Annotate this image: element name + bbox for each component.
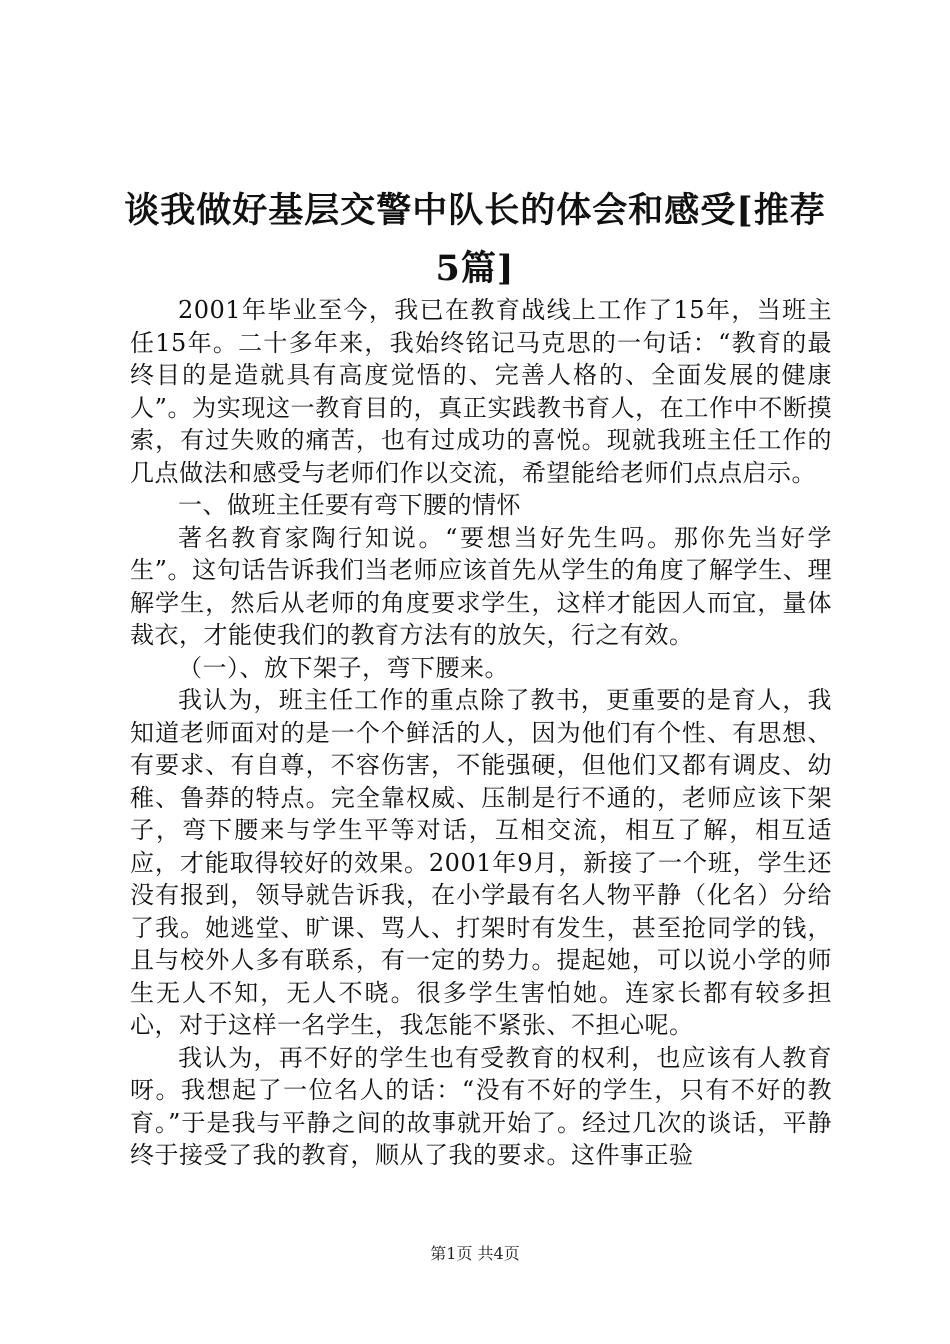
document-title: 谈我做好基层交警中队长的体会和感受[推荐5篇] [124,190,826,289]
section-heading-1: 一、做班主任要有弯下腰的情怀 [178,491,521,519]
paragraph-continuation: 我认为，再不好的学生也有受教育的权利，也应该有人教育呀。我想起了一位名人的话：“没有不好的学生，只有不好的教育。”于是我与平静之间的故事就开始了。经过几次的谈话，平静终于接受了我的教育，顺从了我的要求。这件事正验 [130,1043,832,1169]
page-number: 第1页 共4页 [430,1244,520,1263]
paragraph-quote: 著名教育家陶行知说。“要想当好先生吗。那你先当好学生”。这句话告诉我们当老师应该首先从学生的角度了解学生、理解学生，然后从老师的角度要求学生，这样才能因人而宜，量体裁衣，才能使我们的教育方法有的放矢，行之有效。 [130,523,832,649]
document-body [130,294,832,1172]
paragraph-intro: 2001年毕业至今，我已在教育战线上工作了15年，当班主任15年。二十多年来，我始终铭记马克思的一句话：“教育的最终目的是造就具有高度觉悟的、完善人格的、全面发展的健康人”。为实现这一教育目的，真正实践教书育人，在工作中不断摸索，有过失败的痛苦，也有过成功的喜悦。现就我班主任工作的几点做法和感受与老师们作以交流，希望能给老师们点点启示。 [130,296,832,487]
paragraph-story: 我认为，班主任工作的重点除了教书，更重要的是育人，我知道老师面对的是一个个鲜活的人，因为他们有个性、有思想、有要求、有自尊，不容伤害，不能强硬，但他们又都有调皮、幼稚、鲁莽的特点。完全靠权威、压制是行不通的，老师应该下架子，弯下腰来与学生平等对话，互相交流，相互了解，相互适应，才能取得较好的效果。2001年9月，新接了一个班，学生还没有报到，领导就告诉我，在小学最有名人物平静（化名）分给了我。她逃堂、旷课、骂人、打架时有发生，甚至抢同学的钱，且与校外人多有联系，有一定的势力。提起她，可以说小学的师生无人不知，无人不晓。很多学生害怕她。连家长都有较多担心，对于这样一名学生，我怎能不紧张、不担心呢。 [130,686,832,1039]
subsection-heading-1: （一）、放下架子，弯下腰来。 [178,653,509,682]
